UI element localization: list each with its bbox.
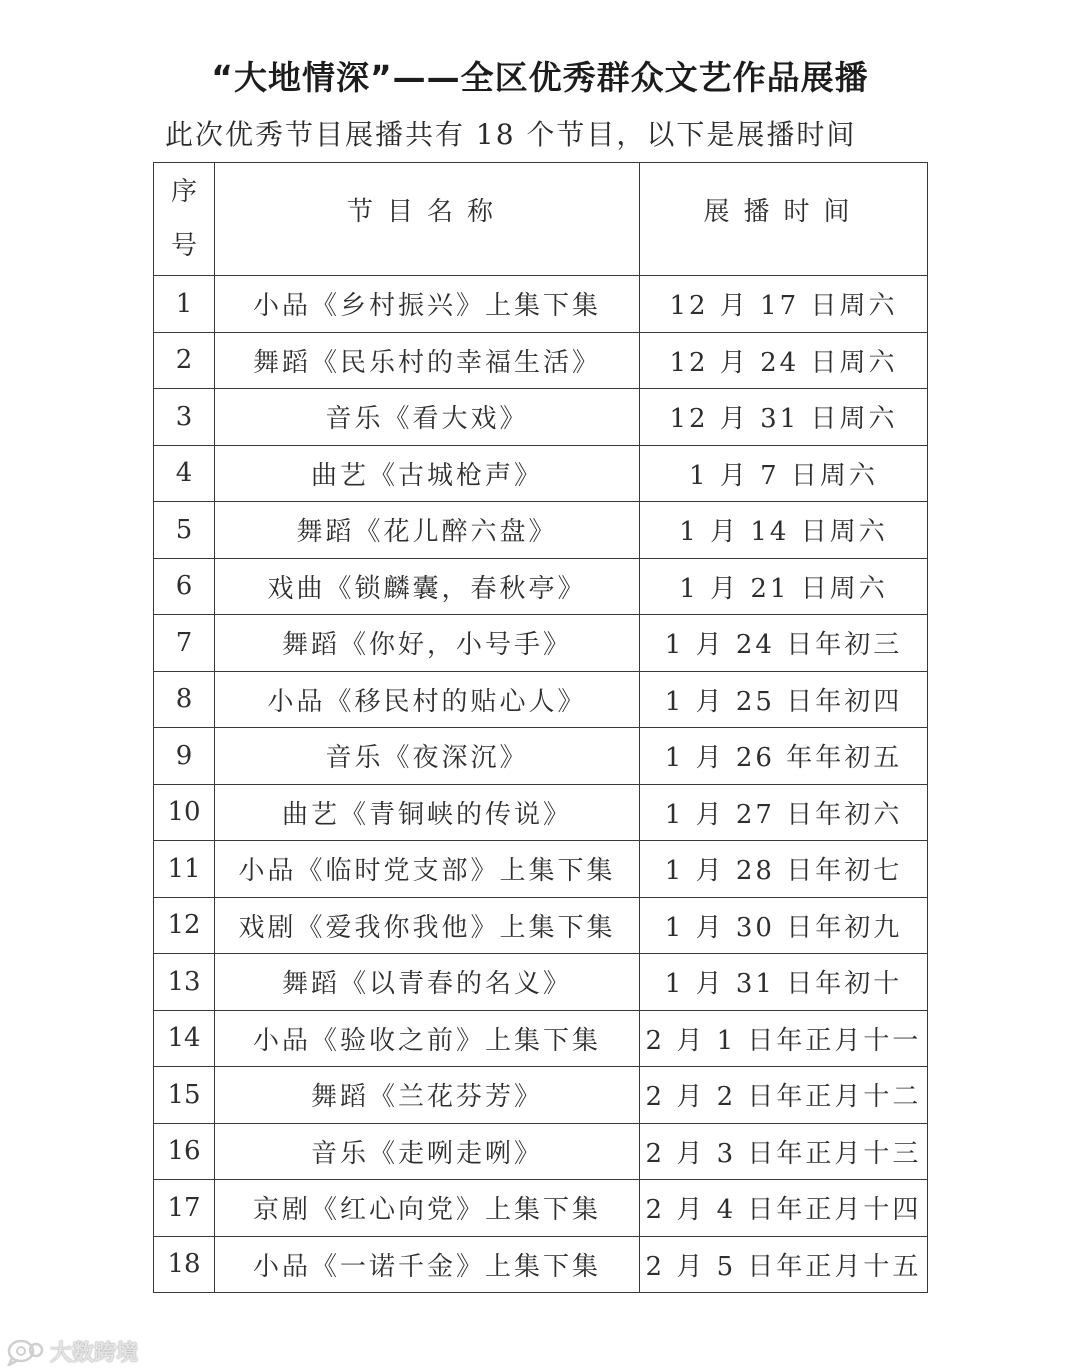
program-name-cell: 京剧《红心向党》上集下集	[215, 1180, 640, 1237]
header-index-line1: 序	[170, 177, 197, 207]
table-row	[154, 954, 928, 1011]
row-index-cell: 13	[154, 954, 215, 1011]
program-name-cell: 小品《验收之前》上集下集	[215, 1010, 640, 1067]
broadcast-time-cell: 1 月 31 日年初十	[640, 954, 928, 1011]
program-name-cell: 舞蹈《以青春的名义》	[215, 954, 640, 1011]
row-index-cell: 1	[154, 276, 215, 333]
header-time	[640, 163, 928, 276]
header-index	[154, 163, 215, 276]
program-name-cell: 舞蹈《你好，小号手》	[215, 615, 640, 672]
broadcast-time-cell: 1 月 7 日周六	[640, 445, 928, 502]
table-row	[154, 389, 928, 446]
chat-bubble-logo-icon	[6, 1338, 46, 1366]
table-header-row	[154, 163, 928, 276]
program-name-cell: 小品《乡村振兴》上集下集	[215, 276, 640, 333]
program-name-cell: 曲艺《青铜峡的传说》	[215, 784, 640, 841]
broadcast-time-cell: 1 月 14 日周六	[640, 502, 928, 559]
page-title: “大地情深”——全区优秀群众文艺作品展播	[211, 58, 869, 97]
row-index-cell: 7	[154, 615, 215, 672]
row-index-cell: 14	[154, 1010, 215, 1067]
broadcast-time-cell: 2 月 3 日年正月十三	[640, 1123, 928, 1180]
schedule-table	[153, 162, 928, 1293]
broadcast-time-cell: 2 月 2 日年正月十二	[640, 1067, 928, 1124]
table-row	[154, 276, 928, 333]
row-index-cell: 18	[154, 1236, 215, 1293]
program-name-cell: 音乐《看大戏》	[215, 389, 640, 446]
row-index-cell: 12	[154, 897, 215, 954]
header-time-label: 展播时间	[703, 196, 864, 227]
table-row	[154, 897, 928, 954]
broadcast-time-cell: 1 月 26 年年初五	[640, 728, 928, 785]
watermark	[6, 1336, 138, 1367]
table-row	[154, 1123, 928, 1180]
header-program	[215, 163, 640, 276]
watermark-text: 大数跨境	[50, 1341, 139, 1366]
program-name-cell: 小品《移民村的贴心人》	[215, 671, 640, 728]
table-row	[154, 1180, 928, 1237]
program-name-cell: 戏曲《锁麟囊，春秋亭》	[215, 558, 640, 615]
table-row	[154, 558, 928, 615]
row-index-cell: 4	[154, 445, 215, 502]
table-row	[154, 615, 928, 672]
row-index-cell: 3	[154, 389, 215, 446]
program-name-cell: 曲艺《古城枪声》	[215, 445, 640, 502]
program-name-cell: 音乐《夜深沉》	[215, 728, 640, 785]
table-row	[154, 445, 928, 502]
table-row	[154, 671, 928, 728]
broadcast-time-cell: 2 月 4 日年正月十四	[640, 1180, 928, 1237]
program-name-cell: 舞蹈《民乐村的幸福生活》	[215, 332, 640, 389]
broadcast-time-cell: 2 月 1 日年正月十一	[640, 1010, 928, 1067]
program-name-cell: 小品《临时党支部》上集下集	[215, 841, 640, 898]
row-index-cell: 15	[154, 1067, 215, 1124]
program-name-cell: 小品《一诺千金》上集下集	[215, 1236, 640, 1293]
broadcast-time-cell: 1 月 24 日年初三	[640, 615, 928, 672]
broadcast-time-cell: 1 月 30 日年初九	[640, 897, 928, 954]
program-name-cell: 舞蹈《花儿醉六盘》	[215, 502, 640, 559]
header-index-line2: 号	[170, 231, 197, 261]
broadcast-time-cell: 1 月 21 日周六	[640, 558, 928, 615]
table-row	[154, 502, 928, 559]
header-program-label: 节目名称	[346, 196, 507, 227]
program-name-cell: 戏剧《爱我你我他》上集下集	[215, 897, 640, 954]
row-index-cell: 17	[154, 1180, 215, 1237]
table-row	[154, 332, 928, 389]
program-name-cell: 舞蹈《兰花芬芳》	[215, 1067, 640, 1124]
broadcast-time-cell: 1 月 27 日年初六	[640, 784, 928, 841]
program-name-cell: 音乐《走咧走咧》	[215, 1123, 640, 1180]
table-row	[154, 1067, 928, 1124]
row-index-cell: 8	[154, 671, 215, 728]
row-index-cell: 16	[154, 1123, 215, 1180]
row-index-cell: 6	[154, 558, 215, 615]
intro-text: 此次优秀节目展播共有 18 个节目，以下是展播时间	[165, 118, 857, 151]
broadcast-time-cell: 12 月 17 日周六	[640, 276, 928, 333]
row-index-cell: 5	[154, 502, 215, 559]
row-index-cell: 10	[154, 784, 215, 841]
table-row	[154, 728, 928, 785]
row-index-cell: 9	[154, 728, 215, 785]
table-row	[154, 784, 928, 841]
row-index-cell: 2	[154, 332, 215, 389]
table-row	[154, 1236, 928, 1293]
broadcast-time-cell: 1 月 28 日年初七	[640, 841, 928, 898]
row-index-cell: 11	[154, 841, 215, 898]
schedule-body	[154, 276, 928, 1293]
broadcast-time-cell: 2 月 5 日年正月十五	[640, 1236, 928, 1293]
broadcast-time-cell: 12 月 24 日周六	[640, 332, 928, 389]
table-row	[154, 1010, 928, 1067]
broadcast-time-cell: 1 月 25 日年初四	[640, 671, 928, 728]
broadcast-time-cell: 12 月 31 日周六	[640, 389, 928, 446]
table-row	[154, 841, 928, 898]
